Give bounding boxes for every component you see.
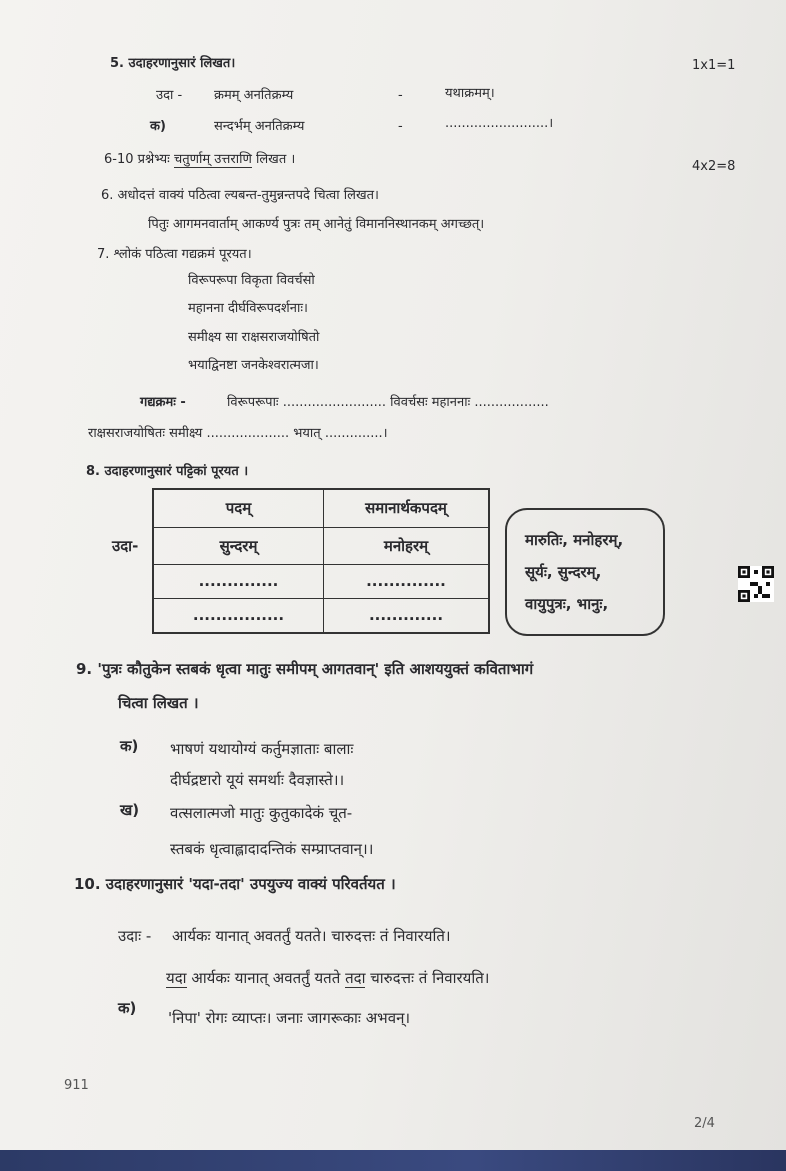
instruction-underlined: चतुर्णाम् उत्तराणि <box>173 152 252 167</box>
q10-part-label: क) <box>118 999 137 1017</box>
q5-part-label: क) <box>150 119 166 134</box>
q9-a-label: क) <box>120 737 139 755</box>
table-row <box>153 565 489 599</box>
table-header: समानार्थकपदम् <box>324 489 490 527</box>
q10-heading: 10. उदाहरणानुसारं 'यदा-तदा' उपयुज्य वाक्यं परिवर्तयत । <box>74 875 396 893</box>
table-cell: .............. <box>153 565 324 599</box>
q5-heading: 5. उदाहरणानुसारं लिखत। <box>110 56 236 71</box>
q8-table <box>152 488 490 634</box>
word-box-line: वायुपुत्रः, भानुः, <box>525 595 609 613</box>
q5-part-word: सन्दर्भम् अनतिक्रम्य <box>214 119 305 134</box>
q5-marks: 1x1=1 <box>692 58 736 73</box>
q7-prose-line1: विरूपरूपाः ......................... विवर्चसः महाननाः .................. <box>227 395 549 410</box>
table-header: पदम् <box>153 489 324 527</box>
q6-heading: 6. अधोदत्तं वाक्यं पठित्वा ल्यबन्त-तुमुन्नन्तपदे चित्वा लिखत। <box>101 188 379 203</box>
table-cell: सुन्दरम् <box>153 527 324 564</box>
footer-page-number: 2/4 <box>694 1116 715 1131</box>
instruction-marks: 4x2=8 <box>692 159 736 174</box>
q10-answer-mid: आर्यकः यानात् अवतर्तुं यतते <box>191 969 341 987</box>
qr-code-icon <box>738 566 774 602</box>
q8-example-label: उदा- <box>112 537 139 555</box>
q9-heading-line1: 9. 'पुत्रः कौतुकेन स्तबकं धृत्वा मातुः समीपम् आगतवान्' इति आशययुक्तं कविताभागं <box>76 660 534 678</box>
background-surface <box>0 1150 786 1171</box>
q7-prose-label: गद्यक्रमः - <box>140 395 186 410</box>
instruction-prefix: 6-10 प्रश्नेभ्यः <box>104 152 170 167</box>
q10-example-label: उदाः - <box>118 927 152 945</box>
q7-shloka-line: भयाद्विनष्टा जनकेश्वरात्मजा। <box>188 358 319 373</box>
q8-heading: 8. उदाहरणानुसारं पट्टिकां पूरयत । <box>86 464 249 479</box>
q9-heading-line2: चित्वा लिखत । <box>118 694 199 712</box>
q5-part-blank: .........................। <box>445 116 554 131</box>
table-cell: मनोहरम् <box>324 527 490 564</box>
q8-word-box <box>505 508 665 636</box>
q5-example-word: क्रमम् अनतिक्रम्य <box>214 88 294 103</box>
table-row <box>153 527 489 564</box>
table-cell: ............. <box>324 598 490 633</box>
footer-code: 911 <box>64 1078 89 1093</box>
q10-answer-tada: तदा <box>345 969 366 987</box>
q5-example-answer: यथाक्रमम्। <box>445 86 495 101</box>
word-box-line: सूर्यः, सुन्दरम्, <box>525 563 602 581</box>
q10-answer-end: चारुदत्तः तं निवारयति। <box>370 969 490 987</box>
table-cell: .............. <box>324 565 490 599</box>
q9-a-line: दीर्घद्रष्टारो यूयं समर्थाः दैवज्ञास्ते।। <box>170 771 345 789</box>
q10-answer-line <box>166 968 489 988</box>
q7-shloka-line: महानना दीर्घविरूपदर्शनाः। <box>188 301 308 316</box>
instruction-line <box>104 150 295 170</box>
q9-b-line: वत्सलात्मजो मातुः कुतुकादेकं चूत- <box>170 804 353 822</box>
q10-part-sentence: 'निपा' रोगः व्याप्तः। जनाः जागरूकाः अभवन्। <box>168 1009 411 1027</box>
q9-b-line: स्तबकं धृत्वाह्लादादन्तिकं सम्प्राप्तवान्।। <box>170 840 374 858</box>
q9-a-line: भाषणं यथायोग्यं कर्तुमज्ञाताः बालाः <box>170 740 354 758</box>
q7-shloka-line: विरूपरूपा विकृता विवर्चसो <box>188 273 315 288</box>
table-cell: ................ <box>153 598 324 633</box>
q5-dash: - <box>398 88 403 103</box>
q7-prose-line2: राक्षसराजयोषितः समीक्ष्य .................... भयात् ..............। <box>88 426 388 441</box>
q7-heading: 7. श्लोकं पठित्वा गद्यक्रमं पूरयत। <box>97 247 252 262</box>
q7-shloka-line: समीक्ष्य सा राक्षसराजयोषितो <box>188 330 320 345</box>
q5-part-dash: - <box>398 119 403 134</box>
q9-b-label: ख) <box>120 801 140 819</box>
word-box-line: मारुतिः, मनोहरम्, <box>525 531 624 549</box>
q10-answer-yada: यदा <box>166 969 187 987</box>
q10-example-sentence: आर्यकः यानात् अवतर्तुं यतते। चारुदत्तः तं निवारयति। <box>172 927 451 945</box>
instruction-suffix: लिखत । <box>256 152 296 167</box>
q5-example-label: उदा - <box>156 88 183 103</box>
table-row <box>153 598 489 633</box>
q6-sentence: पितुः आगमनवार्ताम् आकर्ण्य पुत्रः तम् आनेतुं विमाननिस्थानकम् अगच्छत्। <box>148 217 485 232</box>
